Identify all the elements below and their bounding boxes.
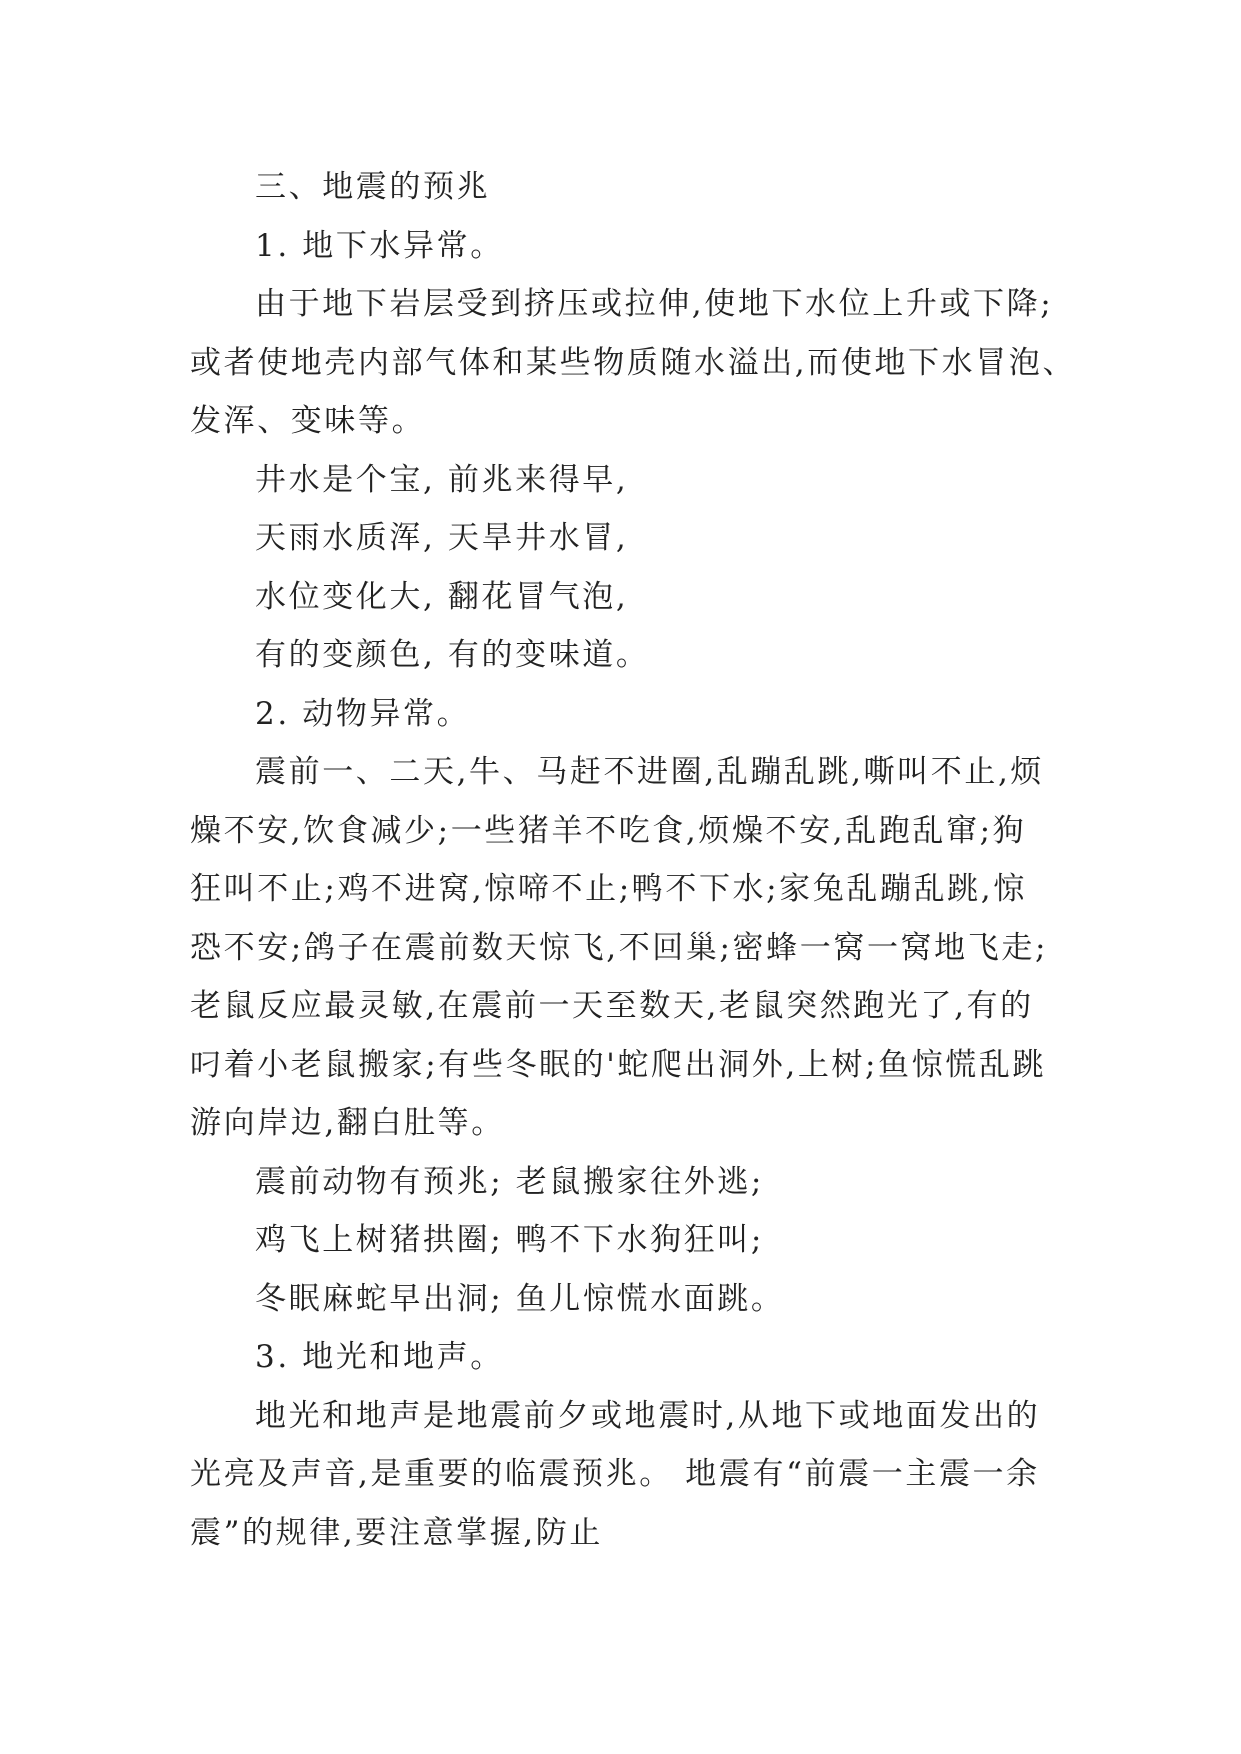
paragraph-line: 叼着小老鼠搬家;有些冬眠的'蛇爬出洞外,上树;鱼惊慌乱跳 xyxy=(190,1046,1047,1083)
paragraph-line: 老鼠反应最灵敏,在震前一天至数天,老鼠突然跑光了,有的 xyxy=(190,988,1034,1024)
item2-paragraph xyxy=(190,743,1060,1153)
paragraph-line: 发浑、变味等。 xyxy=(190,403,426,439)
verse-line: 天雨水质浑, 天旱井水冒, xyxy=(255,520,629,556)
paragraph-line: 光亮及声音,是重要的临震预兆。 地震有“前震一主震一余 xyxy=(190,1456,1040,1492)
verse-line: 水位变化大, 翻花冒气泡, xyxy=(255,578,629,615)
verse-line: 震前动物有预兆; 老鼠搬家往外逃; xyxy=(255,1163,764,1200)
item2-heading: 2. 动物异常。 xyxy=(255,695,471,732)
item3-paragraph xyxy=(190,1387,1060,1563)
verse-line: 冬眠麻蛇早出洞; 鱼儿惊慌水面跳。 xyxy=(255,1280,785,1317)
item1-heading: 1. 地下水异常。 xyxy=(255,227,504,264)
paragraph-line: 狂叫不止;鸡不进窝,惊啼不止;鸭不下水;家兔乱蹦乱跳,惊 xyxy=(190,871,1027,907)
paragraph-line: 地光和地声是地震前夕或地震时,从地下或地面发出的 xyxy=(255,1397,1041,1434)
paragraph-line: 或者使地壳内部气体和某些物质随水溢出,而使地下水冒泡、 xyxy=(190,344,1077,381)
paragraph-line: 恐不安;鸽子在震前数天惊飞,不回巢;密蜂一窝一窝地飞走; xyxy=(190,929,1048,966)
item2-verse xyxy=(190,1153,1060,1329)
paragraph-line: 由于地下岩层受到挤压或拉伸,使地下水位上升或下降; xyxy=(255,286,1054,322)
paragraph-line: 震”的规律,要注意掌握,防止 xyxy=(190,1514,603,1551)
paragraph-line: 燥不安,饮食减少;一些猪羊不吃食,烦燥不安,乱跑乱窜;狗 xyxy=(190,812,1027,849)
item3-heading: 3. 地光和地声。 xyxy=(255,1339,504,1375)
document-body xyxy=(190,158,1077,1562)
paragraph-line: 游向岸边,翻白肚等。 xyxy=(190,1105,505,1141)
paragraph-line: 震前一、二天,牛、马赶不进圈,乱蹦乱跳,嘶叫不止,烦 xyxy=(255,754,1045,790)
verse-line: 有的变颜色, 有的变味道。 xyxy=(255,637,650,673)
item1-paragraph xyxy=(190,275,1077,451)
verse-line: 鸡飞上树猪拱圈; 鸭不下水狗狂叫; xyxy=(255,1222,764,1258)
section-heading: 三、地震的预兆 xyxy=(255,169,491,205)
verse-line: 井水是个宝, 前兆来得早, xyxy=(255,461,629,498)
item1-verse xyxy=(190,451,1060,685)
